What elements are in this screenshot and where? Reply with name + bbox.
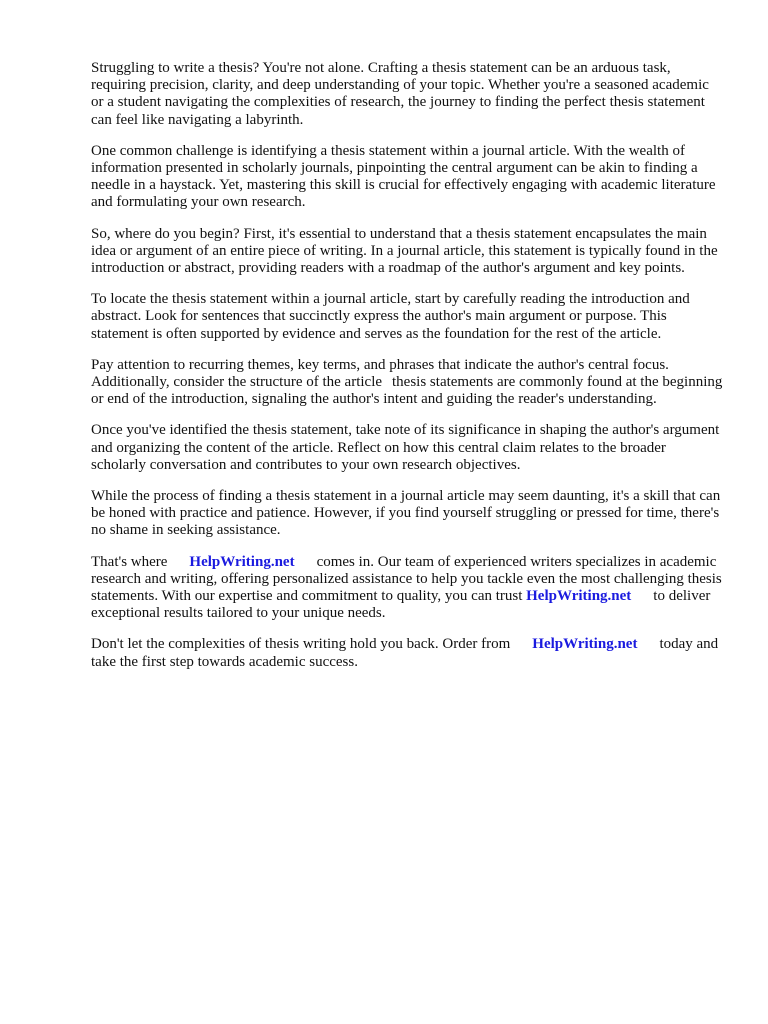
document-body xyxy=(91,60,723,685)
paragraph-call-to-action xyxy=(91,636,723,670)
thats-where-closing-text: to deliver exceptional results tailored to your unique needs. xyxy=(91,588,711,622)
helpwriting-link-2[interactable]: HelpWriting.net xyxy=(526,588,632,605)
recurring-themes-part1: Pay attention to recurring themes, key terms, and phrases that indicate the author's central focus. Additionally, consider the structure of the article xyxy=(91,356,669,391)
paragraph-locate-thesis: To locate the thesis statement within a journal article, start by carefully reading the introduction and abstract. Look for sentences that succinctly express the author's main argument or purpose. This statement is often supported by evidence and serves as the foundation for the rest of the article. xyxy=(91,291,690,342)
helpwriting-link-1[interactable]: HelpWriting.net xyxy=(189,553,295,570)
paragraph-thats-where xyxy=(91,554,723,623)
thats-where-middle-text: comes in. Our team of experienced writers specializes in academic research and writing, offering personalized assistance to help you tackle even the most challenging thesis statements. With our expertise and commitment to quality, you can trust xyxy=(91,553,722,605)
paragraph-intro: Struggling to write a thesis? You're not alone. Crafting a thesis statement can be an arduous task, requiring precision, clarity, and deep understanding of your topic. Whether you're a seasoned academic or a student navigating the complexities of research, the journey to finding the perfect thesis statement can feel like navigating a labyrinth. xyxy=(91,60,709,128)
paragraph-where-to-begin: So, where do you begin? First, it's essential to understand that a thesis statement encapsulates the main idea or argument of an entire piece of writing. In a journal article, this statement is typically found in the introduction or abstract, providing readers with a roadmap of the author's argument and key points. xyxy=(91,225,718,277)
thats-where-text: That's where xyxy=(91,553,168,570)
paragraph-challenge: One common challenge is identifying a thesis statement within a journal article. With the wealth of information presented in scholarly journals, pinpointing the central argument can be akin to finding a needle in a haystack. Yet, mastering this skill is crucial for effectively engaging with academic literature and formulating your own research. xyxy=(91,142,716,211)
paragraph-significance: Once you've identified the thesis statement, take note of its significance in shaping the author's argument and organizing the content of the article. Reflect on how this central claim relates to the broader scholarly conversation and contributes to your own research objectives. xyxy=(91,422,720,473)
call-to-action-closing-text: today and take the first step towards academic success. xyxy=(91,636,719,670)
paragraph-recurring-themes xyxy=(91,357,723,409)
paragraph-daunting: While the process of finding a thesis statement in a journal article may seem daunting, it's a skill that can be honed with practice and patience. However, if you find yourself struggling or pressed for time, there's no shame in seeking assistance. xyxy=(91,488,721,539)
helpwriting-link-3[interactable]: HelpWriting.net xyxy=(532,636,638,653)
call-to-action-text: Don't let the complexities of thesis writing hold you back. Order from xyxy=(91,636,511,653)
recurring-themes-part2: thesis statements are commonly found at the beginning or end of the introduction, signaling the author's intent and guiding the reader's understanding. xyxy=(91,374,723,408)
